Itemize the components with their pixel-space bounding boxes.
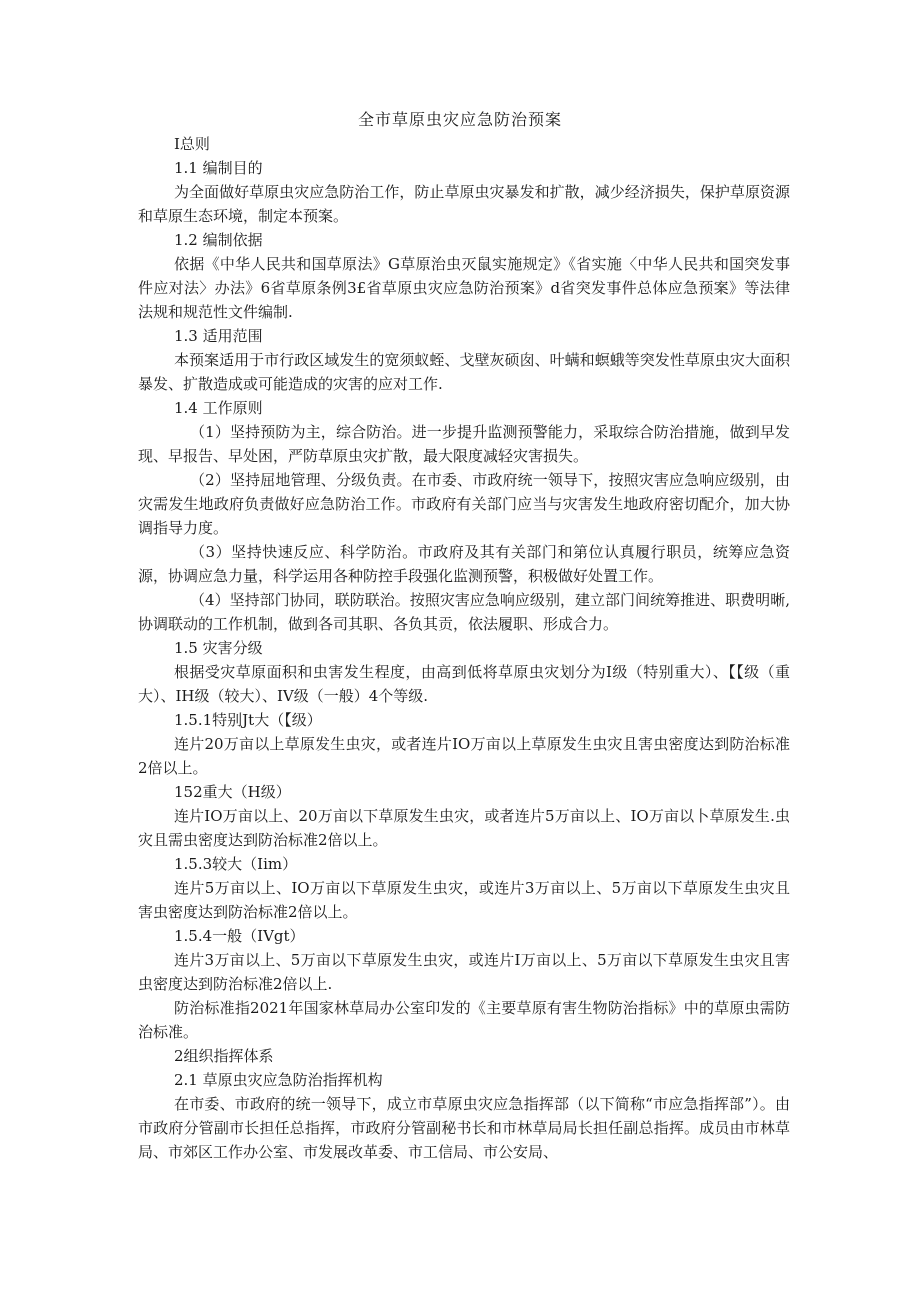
heading-2-organization: 2组织指挥体系 [174, 1047, 274, 1065]
heading-1-5-4: 1.5.4一般（IVgt） [174, 927, 305, 945]
heading-1-5-2: 152重大（H级） [174, 783, 291, 801]
document-body [138, 132, 790, 1164]
paragraph-level-1: 连片20万亩以上草原发生虫灾，或者连片IO万亩以上草原发生虫灾且害虫密度达到防治标准2倍以上。 [138, 735, 790, 777]
paragraph-level-3: 连片5万亩以上、IO万亩以下草原发生虫灾，或连片3万亩以上、5万亩以下草原发生虫灾且害虫密度达到防治标准2倍以上。 [138, 879, 790, 921]
paragraph-level-4: 连片3万亩以上、5万亩以下草原发生虫灾，或连片I万亩以上、5万亩以下草原发生虫灾且害虫密度达到防治标准2倍以上. [138, 951, 790, 993]
heading-1-5-3: 1.5.3较大（Iim） [174, 855, 298, 873]
heading-1-5-1: 1.5.1特别Jt大（【级） [174, 711, 322, 729]
heading-1-2-basis: 1.2 编制依据 [174, 231, 263, 249]
paragraph-standard: 防治标准指2021年国家林草局办公室印发的《主要草原有害生物防治指标》中的草原虫需防治标准。 [138, 999, 790, 1041]
paragraph-level-2: 连片IO万亩以上、20万亩以下草原发生虫灾，或者连片5万亩以上、IO万亩以卜草原发生.虫灾且需虫密度达到防治标准2倍以上。 [138, 807, 790, 849]
principle-item-4: （4）坚持部门协同，联防联治。按照灾害应急响应级别，建立部门间统筹推进、职费明晰,协调联动的工作机制，做到各司其职、各负其贡，依法履职、形成合力。 [138, 591, 790, 633]
paragraph-grading: 根据受灾草原面积和虫害发生程度，由高到低将草原虫灾划分为I级（特别重大）、【【级（重大）、IH级（较大）、IV级（一般）4个等级. [138, 663, 790, 705]
principle-item-3: （3）坚持快速反应、科学防治。市政府及其有关部门和第位认真履行职员，统筹应急资源，协调应急力量，科学运用各种防控手段强化监测预警，积极做好处置工作。 [138, 543, 790, 585]
heading-1-1-purpose: 1.1 编制目的 [174, 159, 263, 177]
paragraph-purpose: 为全面做好草原虫灾应急防治工作，防止草原虫灾暴发和扩散，减少经济损失，保护草原资源和草原生态环境，制定本预案。 [138, 183, 790, 225]
heading-1-5-grading: 1.5 灾害分级 [174, 639, 263, 657]
paragraph-scope: 本预案适用于市行政区域发生的宽须蚁蛭、戈壁灰硕囱、叶螨和螟蛾等突发性草原虫灾大面积暴发、扩散造成或可能造成的灾害的应对工作. [138, 351, 790, 393]
heading-1-4-principles: 1.4 工作原则 [174, 399, 263, 417]
heading-1-general: I总则 [174, 135, 210, 153]
heading-1-3-scope: 1.3 适用范围 [174, 327, 263, 345]
paragraph-command: 在市委、市政府的统一领导下，成立市草原虫灾应急指挥部（以下简称“市应急指挥部”）。由市政府分管副市长担任总指挥，市政府分管副秘书长和市林草局局长担任副总指挥。成员由市林草局、市郊区工作办公室、市发展改革委、市工信局、市公安局、 [138, 1095, 790, 1161]
heading-2-1-command: 2.1 草原虫灾应急防治指挥机构 [174, 1071, 383, 1089]
document-title: 全市草原虫灾应急防治预案 [357, 110, 562, 129]
principle-item-2: （2）坚持屈地管理、分级负责。在市委、市政府统一领导下，按照灾害应急响应级别，由灾需发生地政府负责做好应急防治工作。市政府有关部门应当与灾害发生地政府密切配介，加大协调指导力度。 [138, 471, 790, 537]
principle-item-1: （1）坚持预防为主，综合防治。进一步提升监测预警能力，采取综合防治措施，做到早发现、早报告、早处困，严防草原虫灾扩散，最大限度减轻灾害损失。 [138, 423, 790, 465]
paragraph-basis: 依据《中华人民共和国草原法》G草原治虫灭鼠实施规定》《省实施〈中华人民共和国突发事件应对法〉办法》6省草原条例3£省草原虫灾应急防治预案》d省突发事件总体应急预案》等法律法规和规范性文件编制. [138, 255, 790, 321]
